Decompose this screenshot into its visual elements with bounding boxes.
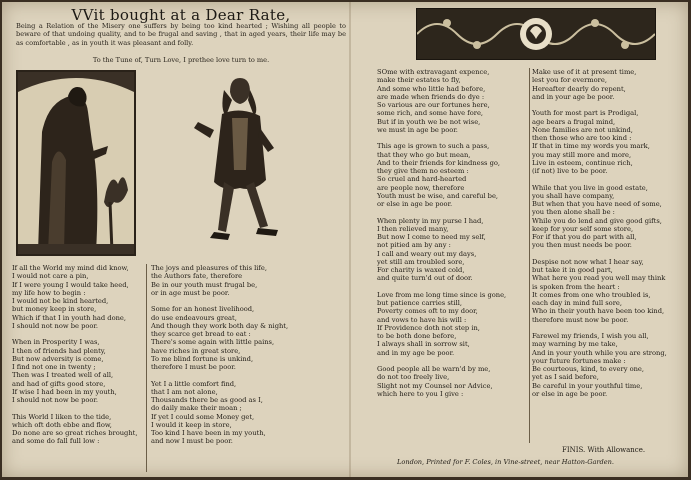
verse-line: The joys and pleasures of this life, — [151, 264, 267, 272]
verse-line — [532, 175, 682, 183]
verse-line: yet as I said before, — [532, 373, 599, 382]
verse-line: While that you live in good estate, — [532, 183, 648, 192]
verse-line: then those who are too kind : — [532, 134, 632, 142]
woodcut-cloaked-figure — [16, 70, 136, 256]
verse-line — [377, 134, 527, 142]
verse-line: and vows to have his will : — [377, 315, 467, 324]
verse-line: SOme with extravagant expence, — [377, 68, 490, 76]
verse-line: I should not now be poor. — [12, 321, 98, 330]
verse-line: the Authors fate, therefore — [151, 272, 243, 281]
verse-line: or else in age be poor. — [532, 389, 608, 398]
verse-line: I would not be kind hearted, — [12, 297, 109, 305]
verse-line: Do none are so great riches brought, — [12, 429, 138, 437]
verse-column-4 — [532, 68, 682, 398]
verse-line: they scarce get bread to eat : — [151, 330, 251, 338]
verse-line: I always shall in sorrow sit, — [377, 340, 470, 349]
ballad-title: VVit bought at a Dear Rate, — [71, 6, 291, 24]
verse-line: And to their friends for kindness go, — [377, 158, 501, 167]
verse-line: you then alone shall be : — [532, 208, 615, 217]
verse-line: Some for an honest livelihood, — [151, 305, 255, 314]
verse-line: I then of friends had plenty, — [12, 346, 106, 355]
center-fold — [349, 2, 351, 477]
verse-line: For if that you do part with all, — [532, 233, 637, 241]
verse-line: that I am not alone, — [151, 387, 218, 396]
verse-line: do use endeavours great, — [151, 313, 237, 322]
verse-column-3 — [377, 68, 527, 398]
verse-line: some rich, and some have fore, — [377, 109, 484, 118]
verse-line: therefore must now be poor. — [532, 315, 629, 324]
verse-line: But when that you have need of some, — [532, 200, 662, 208]
verse-line: Make use of it at present time, — [532, 68, 637, 76]
verse-line: Poverty comes oft to my door, — [377, 307, 478, 316]
verse-line: or in age must be poor. — [151, 288, 230, 297]
tune-line: To the Tune of, Turn Love, I prethee love turn to me. — [92, 56, 270, 64]
verse-line: keep for your self some store, — [532, 224, 634, 233]
column-rule-left — [146, 264, 147, 472]
verse-line: Live in esteem, continue rich, — [532, 158, 633, 167]
verse-line: but take it in good part, — [532, 266, 613, 274]
verse-line: So cruel and hard-hearted — [377, 175, 467, 184]
printer-imprint: London, Printed for F. Coles, in Vine-street, near Hatton-Garden. — [397, 458, 615, 466]
verse-line — [532, 250, 682, 258]
verse-line: Who in their youth have been too kind, — [532, 307, 665, 316]
verse-line: This age is grown to such a pass, — [377, 142, 490, 151]
verse-line: It comes from one who troubled is, — [532, 290, 651, 299]
verse-line — [532, 324, 682, 332]
verse-line: you shall have company, — [532, 191, 615, 200]
verse-line: Be in our youth must frugal be, — [151, 280, 258, 289]
verse-line: Be careful in your youthful time, — [532, 381, 643, 390]
verse-line: None families are not unkind, — [532, 125, 633, 134]
verse-line: lest you for evermore, — [532, 76, 607, 85]
verse-line: I call and weary out my days, — [377, 249, 477, 258]
verse-line: do not too freely live, — [377, 373, 450, 382]
verse-line: But if in youth we be not wise, — [377, 117, 481, 126]
verse-line: Thousands there be as good as I, — [151, 396, 263, 404]
verse-line: and in my age be poor. — [377, 348, 455, 357]
verse-line: Hereafter dearly do repent, — [532, 84, 626, 93]
verse-line: Farewel my friends, I wish you all, — [532, 332, 649, 340]
woodcut-gentleman — [180, 70, 300, 252]
ballad-intro: Being a Relation of the Misery one suffers by being too kind hearted ; Wishing all people to beware of that undoing quality, and to be frugal and saving , that in aged years, their life may be as comfortable , as in youth it was pleasant and folly. — [16, 22, 346, 47]
verse-line: When plenty in my purse I had, — [377, 216, 484, 225]
verse-line: make their estates to fly, — [377, 76, 461, 85]
verse-line: Slight not my Counsel nor Advice, — [377, 381, 493, 390]
verse-line: Which if that I in youth had done, — [12, 313, 127, 322]
verse-line: I should not now be poor. — [12, 396, 98, 404]
verse-line: Too kind I have been in my youth, — [151, 429, 266, 437]
verse-line — [377, 208, 527, 216]
verse-line: When in Prosperity I was, — [12, 338, 100, 347]
verse-line: Youth must be wise, and careful be, — [377, 191, 499, 200]
verse-line: we must in age be poor. — [377, 125, 458, 134]
verse-line: Yet I a little comfort find, — [151, 379, 237, 388]
verse-line: For charity is waxed cold, — [377, 266, 465, 274]
verse-line — [12, 404, 140, 412]
verse-line: To me blind fortune is unkind, — [151, 354, 254, 363]
verse-line: If wise I had been in my youth, — [12, 387, 117, 396]
verse-line: Love from me long time since is gone, — [377, 290, 507, 299]
verse-line: (if not) live to be poor. — [532, 167, 608, 175]
ornament-illustration — [417, 9, 655, 59]
verse-line: to be both done before, — [377, 332, 457, 340]
verse-line: and quite turn'd out of door. — [377, 274, 473, 283]
verse-line: and now I must be poor. — [151, 437, 233, 446]
verse-line: is spoken from the heart : — [532, 282, 620, 291]
verse-line: and had of gifts good store, — [12, 379, 106, 388]
verse-line: Youth for most part is Prodigal, — [532, 109, 639, 118]
column-rule-right — [529, 68, 530, 443]
verse-line: If that in time my words you mark, — [532, 142, 650, 151]
verse-line: do daily make their moan ; — [151, 404, 242, 413]
finis-allowance: FINIS. With Allowance. — [562, 446, 646, 454]
verse-line: each day in mind full sore, — [532, 299, 622, 307]
verse-line: Despise not now what I hear say, — [532, 257, 644, 266]
verse-line — [151, 297, 291, 305]
verse-line: you may still more and more, — [532, 150, 632, 159]
verse-line: I would not care a pin, — [12, 272, 89, 281]
verse-line: or else in age be poor. — [377, 200, 453, 208]
verse-line: your future fortunes make : — [532, 356, 626, 365]
verse-line: and in your age be poor. — [532, 92, 615, 101]
verse-line: And though they work both day & night, — [151, 321, 289, 330]
verse-line — [377, 283, 527, 291]
verse-line: I would it keep in store, — [151, 420, 232, 429]
verse-line: I find not one in twenty ; — [12, 363, 96, 371]
verse-line: There's some again with little pains, — [151, 338, 275, 347]
verse-column-1 — [12, 264, 140, 446]
verse-line: If Providence doth not step in, — [377, 323, 480, 332]
verse-line: If yet I could some Money get, — [151, 412, 255, 421]
verse-line: my life how to begin : — [12, 288, 86, 297]
verse-line: Good people all be warn'd by me, — [377, 365, 491, 373]
gentleman-illustration — [180, 70, 300, 252]
verse-line: which here to you I give : — [377, 389, 464, 398]
verse-line: are people now, therefore — [377, 183, 465, 192]
verse-line: they give them no esteem : — [377, 167, 469, 175]
verse-line: If all the World my mind did know, — [12, 264, 129, 272]
verse-line: I then relieved many, — [377, 224, 449, 233]
verse-line — [377, 357, 527, 365]
verse-line: are made when friends do dye : — [377, 92, 485, 101]
verse-line: But now I come to need my self, — [377, 233, 486, 241]
ornamental-banner — [416, 8, 656, 60]
verse-line: and some do fall full low : — [12, 437, 100, 446]
broadside-sheet — [2, 2, 688, 477]
verse-line — [12, 330, 140, 338]
verse-line: What here you read you well may think — [532, 274, 666, 283]
verse-line: but patience carries still, — [377, 299, 463, 307]
verse-line: yet still am troubled sore, — [377, 257, 465, 266]
verse-line: While you do lend and give good gifts, — [532, 216, 662, 225]
verse-line: This World I liken to the tide, — [12, 412, 112, 421]
verse-line: Then was I treated well of all, — [12, 371, 114, 380]
verse-line: age bears a frugal mind, — [532, 117, 616, 126]
verse-line: Be courteous, kind, to every one, — [532, 365, 645, 373]
verse-line — [151, 371, 291, 379]
verse-line: So various are our fortunes here, — [377, 101, 490, 109]
cloaked-figure-illustration — [18, 72, 134, 254]
verse-line: therefore I must be poor. — [151, 363, 236, 371]
verse-line: may warning by me take, — [532, 340, 618, 349]
verse-line: And in your youth while you are strong, — [532, 348, 667, 357]
verse-line: that they who go but mean, — [377, 150, 471, 159]
verse-line: which oft doth ebbe and flow, — [12, 420, 112, 429]
verse-line: And some who little had before, — [377, 84, 486, 93]
verse-line: have riches in great store, — [151, 346, 241, 355]
verse-column-2 — [151, 264, 291, 446]
verse-line: but money keep in store, — [12, 305, 97, 314]
verse-line: If I were young I would take heed, — [12, 280, 129, 289]
verse-line: But now adversity is come, — [12, 354, 104, 363]
verse-line: you then must needs be poor. — [532, 241, 632, 250]
verse-line — [532, 101, 682, 109]
verse-line: not pitied am by any : — [377, 241, 451, 250]
